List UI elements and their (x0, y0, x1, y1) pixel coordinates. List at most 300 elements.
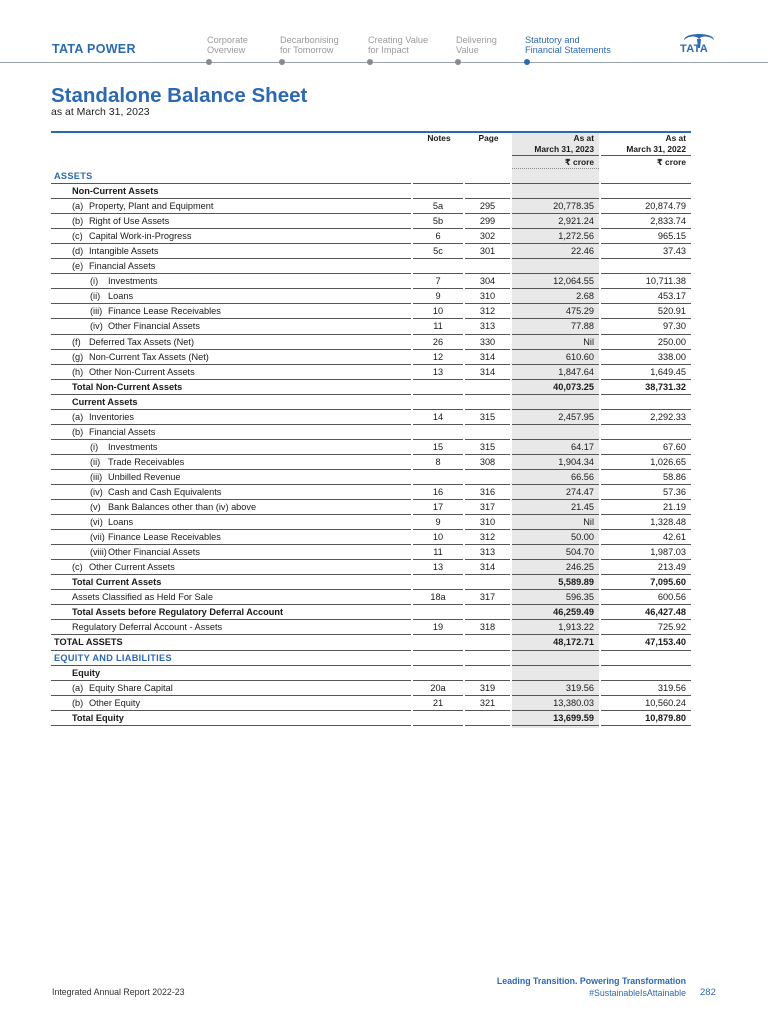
row-label: Other Financial Assets (108, 547, 200, 558)
row-label-cell (51, 545, 411, 560)
page-cell: 314 (465, 350, 510, 365)
row-marker: (iv) (90, 321, 103, 332)
row-label: Total Assets before Regulatory Deferral Account (72, 607, 284, 618)
page-cell: 315 (465, 440, 510, 455)
fy2022-value: 58.86 (601, 470, 691, 485)
footer-hashtag: #SustainableIsAttainable (589, 988, 686, 998)
fy2022-value (601, 184, 691, 199)
table-row (51, 681, 691, 696)
fy2022-value: 97.30 (601, 319, 691, 334)
header-page: Page (478, 133, 499, 143)
table-row (51, 470, 691, 485)
row-marker: (v) (90, 502, 101, 513)
table-row (51, 711, 691, 726)
fy2023-value (512, 169, 599, 184)
nav-dot (367, 59, 373, 65)
row-label: Other Current Assets (89, 562, 175, 573)
row-label-cell (51, 184, 411, 199)
row-label: EQUITY AND LIABILITIES (54, 652, 172, 663)
page-cell: 312 (465, 530, 510, 545)
page-cell (465, 651, 510, 666)
table-row (51, 440, 691, 455)
fy2022-value: 453.17 (601, 289, 691, 304)
table-row (51, 590, 691, 605)
row-label: Financial Assets (89, 426, 156, 437)
fy2023-value: Nil (512, 515, 599, 530)
fy2022-value (601, 651, 691, 666)
row-marker: (h) (72, 366, 84, 377)
fy2022-value: 42.61 (601, 530, 691, 545)
fy2022-value: 1,649.45 (601, 365, 691, 380)
notes-cell (413, 711, 463, 726)
fy2022-value: 67.60 (601, 440, 691, 455)
page-cell: 310 (465, 515, 510, 530)
fy2023-value: 2.68 (512, 289, 599, 304)
table-row (51, 199, 691, 214)
fy2023-value (512, 425, 599, 440)
page-cell: 312 (465, 304, 510, 319)
row-label: Intangible Assets (89, 246, 159, 257)
notes-cell: 14 (413, 410, 463, 425)
fy2022-value: 47,153.40 (601, 635, 691, 650)
fy2022-value: 37.43 (601, 244, 691, 259)
header-fy2022-line1: As at (665, 133, 686, 143)
notes-cell (413, 184, 463, 199)
page-cell: 315 (465, 410, 510, 425)
row-label: TOTAL ASSETS (54, 637, 123, 648)
fy2022-value: 1,987.03 (601, 545, 691, 560)
row-label: Other Non-Current Assets (89, 366, 195, 377)
nav-corporate-overview[interactable] (207, 35, 248, 55)
fy2023-value (512, 259, 599, 274)
notes-cell: 9 (413, 515, 463, 530)
fy2022-value: 1,026.65 (601, 455, 691, 470)
row-label: Non-Current Tax Assets (Net) (89, 351, 209, 362)
fy2023-value: 1,904.34 (512, 455, 599, 470)
row-label-cell (51, 681, 411, 696)
page-cell: 313 (465, 319, 510, 334)
row-marker: (g) (72, 351, 84, 362)
fy2022-value: 10,560.24 (601, 696, 691, 711)
nav-label-line1: Delivering (456, 35, 497, 45)
row-label-cell (51, 289, 411, 304)
row-marker: (b) (72, 697, 84, 708)
notes-cell (413, 425, 463, 440)
fy2023-value: 77.88 (512, 319, 599, 334)
row-label: Property, Plant and Equipment (89, 201, 214, 212)
row-label-cell (51, 199, 411, 214)
row-label-cell (51, 440, 411, 455)
row-label-cell (51, 696, 411, 711)
table-row (51, 289, 691, 304)
row-label: Finance Lease Receivables (108, 532, 221, 543)
row-marker: (c) (72, 231, 83, 242)
page-subtitle: as at March 31, 2023 (51, 106, 150, 118)
row-marker: (a) (72, 411, 84, 422)
row-marker: (b) (72, 216, 84, 227)
nav-label-line1: Decarbonising (280, 35, 339, 45)
table-row (51, 515, 691, 530)
table-row (51, 410, 691, 425)
page-number: 282 (700, 987, 716, 998)
page-cell (465, 184, 510, 199)
table-row (51, 244, 691, 259)
header-fy2022 (599, 133, 686, 155)
nav-label-line1: Statutory and (525, 35, 580, 45)
notes-cell (413, 605, 463, 620)
header-rule (512, 155, 599, 156)
table-row (51, 395, 691, 410)
fy2023-value: 319.56 (512, 681, 599, 696)
notes-cell: 13 (413, 365, 463, 380)
table-row (51, 696, 691, 711)
notes-cell: 10 (413, 530, 463, 545)
nav-decarbonising[interactable] (280, 35, 339, 55)
nav-label-line1: Creating Value (368, 35, 429, 45)
fy2023-value: 13,380.03 (512, 696, 599, 711)
fy2023-value: 2,921.24 (512, 214, 599, 229)
row-label-cell (51, 515, 411, 530)
fy2023-value (512, 666, 599, 681)
row-label-cell (51, 259, 411, 274)
row-label: Total Non-Current Assets (72, 381, 183, 392)
row-label: Other Equity (89, 697, 141, 708)
nav-creating-value[interactable] (368, 35, 428, 55)
notes-cell: 10 (413, 304, 463, 319)
fy2023-value (512, 395, 599, 410)
fy2023-value: 5,589.89 (512, 575, 599, 590)
row-label: Equity Share Capital (89, 682, 173, 693)
table-body (51, 169, 691, 726)
unit-label-fy2023: ₹ crore (564, 157, 594, 167)
fy2023-value: 596.35 (512, 590, 599, 605)
fy2023-value: 50.00 (512, 530, 599, 545)
row-label-cell (51, 666, 411, 681)
notes-cell: 6 (413, 229, 463, 244)
notes-cell: 5b (413, 214, 463, 229)
row-label: Unbilled Revenue (108, 471, 181, 482)
page-cell: 310 (465, 289, 510, 304)
notes-cell (413, 259, 463, 274)
notes-cell: 12 (413, 350, 463, 365)
header-rule (601, 155, 691, 156)
notes-cell: 19 (413, 620, 463, 635)
fy2022-value: 7,095.60 (601, 575, 691, 590)
page-cell: 314 (465, 365, 510, 380)
row-marker: (ii) (90, 456, 101, 467)
row-marker: (iv) (90, 486, 103, 497)
fy2022-value: 57.36 (601, 485, 691, 500)
page-cell: 330 (465, 335, 510, 350)
page-cell (465, 395, 510, 410)
row-label: Total Equity (72, 712, 124, 723)
row-marker: (d) (72, 246, 84, 257)
notes-cell: 20a (413, 681, 463, 696)
row-marker: (b) (72, 426, 84, 437)
row-label: Other Financial Assets (108, 321, 200, 332)
row-marker: (a) (72, 682, 84, 693)
fy2022-value: 965.15 (601, 229, 691, 244)
nav-label-line2: for Impact (368, 45, 409, 55)
fy2022-value: 20,874.79 (601, 199, 691, 214)
page-cell (465, 575, 510, 590)
page-cell: 302 (465, 229, 510, 244)
fy2022-value: 46,427.48 (601, 605, 691, 620)
row-label-cell (51, 500, 411, 515)
balance-sheet-table (51, 131, 691, 726)
page-cell: 301 (465, 244, 510, 259)
fy2023-value: 22.46 (512, 244, 599, 259)
notes-cell: 18a (413, 590, 463, 605)
row-marker: (f) (72, 336, 81, 347)
row-marker: (iii) (90, 471, 103, 482)
fy2022-value: 725.92 (601, 620, 691, 635)
table-row (51, 259, 691, 274)
row-marker: (vi) (90, 517, 103, 528)
header-fy2023-line2: March 31, 2023 (534, 144, 594, 154)
row-label-cell (51, 335, 411, 350)
table-row (51, 455, 691, 470)
fy2023-value: 66.56 (512, 470, 599, 485)
page-cell: 317 (465, 500, 510, 515)
row-label-cell (51, 169, 411, 184)
nav-label-line1: Corporate (207, 35, 248, 45)
fy2022-value: 21.19 (601, 500, 691, 515)
notes-cell: 13 (413, 560, 463, 575)
notes-cell (413, 635, 463, 650)
table-row (51, 335, 691, 350)
page-cell: 314 (465, 560, 510, 575)
page-cell: 313 (465, 545, 510, 560)
fy2022-value: 2,292.33 (601, 410, 691, 425)
table-row (51, 365, 691, 380)
tata-logo-text: TATA (680, 43, 709, 55)
fy2022-value: 319.56 (601, 681, 691, 696)
nav-label-line2: Value (456, 45, 479, 55)
nav-dot (279, 59, 285, 65)
fy2023-value: 1,272.56 (512, 229, 599, 244)
notes-cell (413, 651, 463, 666)
fy2022-value: 250.00 (601, 335, 691, 350)
fy2023-value: 1,847.64 (512, 365, 599, 380)
table-row (51, 545, 691, 560)
fy2023-value: 46,259.49 (512, 605, 599, 620)
notes-cell (413, 395, 463, 410)
row-label: Current Assets (72, 396, 138, 407)
table-row (51, 169, 691, 184)
page-cell: 317 (465, 590, 510, 605)
row-label: Capital Work-in-Progress (89, 231, 192, 242)
page-cell (465, 605, 510, 620)
fy2022-value (601, 425, 691, 440)
row-label-cell (51, 274, 411, 289)
table-row (51, 575, 691, 590)
fy2023-value: 504.70 (512, 545, 599, 560)
row-label: Inventories (89, 411, 134, 422)
table-row (51, 651, 691, 666)
fy2022-value (601, 666, 691, 681)
nav-statutory-financial[interactable] (525, 35, 611, 55)
row-label-cell (51, 410, 411, 425)
table-row (51, 500, 691, 515)
table-row (51, 229, 691, 244)
row-label-cell (51, 350, 411, 365)
notes-cell: 5a (413, 199, 463, 214)
nav-dot-active (524, 59, 530, 65)
page-cell: 308 (465, 455, 510, 470)
page-cell (465, 470, 510, 485)
row-label-cell (51, 365, 411, 380)
fy2023-value: 13,699.59 (512, 711, 599, 726)
notes-cell: 5c (413, 244, 463, 259)
fy2023-value: 610.60 (512, 350, 599, 365)
row-label: Loans (108, 517, 134, 528)
row-marker: (i) (90, 276, 99, 287)
row-label-cell (51, 425, 411, 440)
row-label-cell (51, 485, 411, 500)
table-header (51, 131, 691, 169)
table-row (51, 380, 691, 395)
notes-cell: 11 (413, 319, 463, 334)
notes-cell: 7 (413, 274, 463, 289)
fy2022-value (601, 259, 691, 274)
row-label: Cash and Cash Equivalents (108, 486, 222, 497)
fy2023-value: 64.17 (512, 440, 599, 455)
fy2023-value: 21.45 (512, 500, 599, 515)
table-row (51, 635, 691, 650)
row-label: Deferred Tax Assets (Net) (89, 336, 195, 347)
row-label: Non-Current Assets (72, 186, 159, 197)
unit-label-fy2022: ₹ crore (656, 157, 686, 167)
fy2023-value: 20,778.35 (512, 199, 599, 214)
row-label-cell (51, 530, 411, 545)
top-nav (0, 0, 768, 64)
page-cell: 321 (465, 696, 510, 711)
report-name: Integrated Annual Report 2022-23 (52, 987, 185, 997)
fy2023-value: 1,913.22 (512, 620, 599, 635)
row-label: Finance Lease Receivables (108, 306, 221, 317)
header-fy2022-line2: March 31, 2022 (626, 144, 686, 154)
page-cell (465, 666, 510, 681)
row-marker: (e) (72, 261, 84, 272)
row-label-cell (51, 560, 411, 575)
notes-cell: 9 (413, 289, 463, 304)
notes-cell (413, 470, 463, 485)
row-label: Trade Receivables (108, 456, 185, 467)
row-label: Total Current Assets (72, 577, 162, 588)
nav-label-line2: for Tomorrow (280, 45, 334, 55)
row-label: ASSETS (54, 171, 93, 181)
header-notes: Notes (427, 133, 451, 143)
page-cell: 318 (465, 620, 510, 635)
notes-cell: 8 (413, 455, 463, 470)
row-label: Loans (108, 291, 134, 302)
row-label-cell (51, 319, 411, 334)
fy2023-value: 246.25 (512, 560, 599, 575)
page-cell: 299 (465, 214, 510, 229)
page-cell: 319 (465, 681, 510, 696)
header-fy2023-line1: As at (573, 133, 594, 143)
nav-dot (206, 59, 212, 65)
table-row (51, 485, 691, 500)
nav-label-line2: Financial Statements (525, 45, 611, 55)
page-title: Standalone Balance Sheet (51, 84, 308, 107)
page-cell (465, 259, 510, 274)
table-row (51, 214, 691, 229)
table-row (51, 184, 691, 199)
notes-cell: 26 (413, 335, 463, 350)
row-marker: (vii) (90, 532, 105, 543)
row-label-cell (51, 590, 411, 605)
page-cell (465, 635, 510, 650)
footer-tagline: Leading Transition. Powering Transformation (496, 976, 686, 986)
notes-cell: 11 (413, 545, 463, 560)
row-label-cell (51, 395, 411, 410)
table-row (51, 605, 691, 620)
header-fy2023 (512, 133, 594, 155)
row-label: Assets Classified as Held For Sale (72, 592, 213, 603)
page-cell (465, 169, 510, 184)
row-label-cell (51, 455, 411, 470)
nav-delivering-value[interactable] (456, 35, 497, 55)
page-cell (465, 380, 510, 395)
table-row (51, 425, 691, 440)
row-label-cell (51, 575, 411, 590)
fy2022-value: 38,731.32 (601, 380, 691, 395)
fy2022-value: 10,879.80 (601, 711, 691, 726)
nav-label-line2: Overview (207, 45, 246, 55)
row-label: Bank Balances other than (iv) above (108, 502, 257, 513)
row-label: Investments (108, 441, 158, 452)
row-label-cell (51, 380, 411, 395)
fy2022-value: 213.49 (601, 560, 691, 575)
row-marker: (c) (72, 562, 83, 573)
table-row (51, 319, 691, 334)
table-row (51, 530, 691, 545)
row-label-cell (51, 605, 411, 620)
fy2022-value: 600.56 (601, 590, 691, 605)
row-marker: (iii) (90, 306, 103, 317)
fy2022-value: 338.00 (601, 350, 691, 365)
notes-cell: 21 (413, 696, 463, 711)
notes-cell (413, 575, 463, 590)
notes-cell: 16 (413, 485, 463, 500)
fy2023-value: 40,073.25 (512, 380, 599, 395)
row-label-cell (51, 470, 411, 485)
page-cell (465, 711, 510, 726)
table-row (51, 560, 691, 575)
row-label-cell (51, 620, 411, 635)
table-row (51, 350, 691, 365)
row-label: Financial Assets (89, 261, 156, 272)
table-row (51, 304, 691, 319)
brand-logo[interactable]: TATA POWER (52, 42, 136, 56)
fy2023-value (512, 651, 599, 666)
row-label-cell (51, 651, 411, 666)
fy2023-value: 12,064.55 (512, 274, 599, 289)
notes-cell: 15 (413, 440, 463, 455)
table-row (51, 666, 691, 681)
fy2023-value: 475.29 (512, 304, 599, 319)
fy2022-value: 1,328.48 (601, 515, 691, 530)
notes-cell: 17 (413, 500, 463, 515)
fy2022-value: 2,833.74 (601, 214, 691, 229)
nav-divider (0, 62, 768, 63)
fy2023-value: 274.47 (512, 485, 599, 500)
row-label: Regulatory Deferral Account - Assets (72, 622, 223, 633)
fy2022-value (601, 169, 691, 184)
fy2022-value: 520.91 (601, 304, 691, 319)
